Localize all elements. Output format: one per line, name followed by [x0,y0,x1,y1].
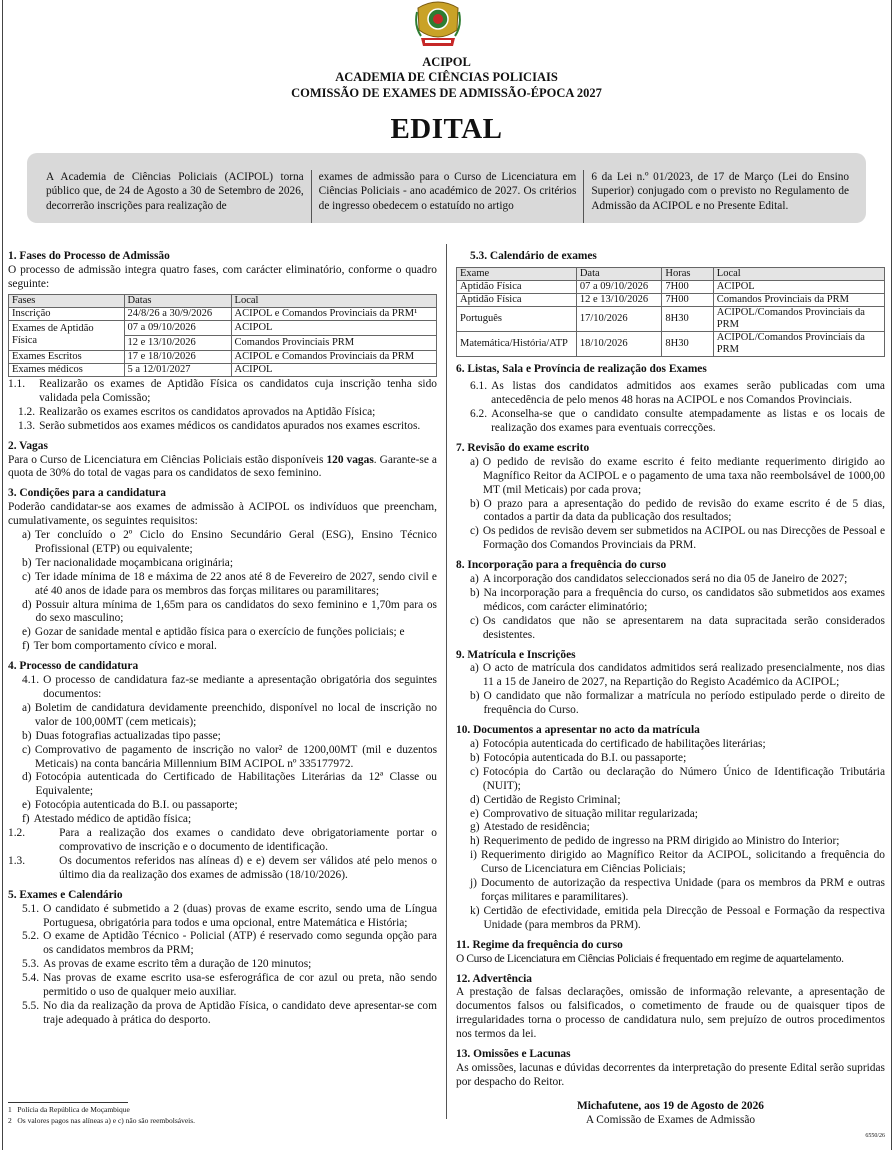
table-cell: Exames Escritos [9,350,125,363]
table-cell: 24/8/26 a 30/9/2026 [124,307,231,320]
list-item: b) Ter nacionalidade moçambicana originária; [22,556,233,569]
section-12-text: A prestação de falsas declarações, omissão de informação relevante, a apresentação de documentos falsos ou falsificados, o cometimento de fraude ou de quaisquer tipos de irregularidades torna o processo de candidatura nulo, sem prejuízo de outros procedimentos nos termos da lei. [456,986,885,1041]
right-border [891,0,892,1150]
list-item: d) Possuir altura mínima de 1,65m para os candidatos do sexo feminino e 1,70m para os do sexo masculino; [22,598,437,625]
footnotes [8,1102,437,1126]
signature-block [456,1100,885,1128]
intro-text-2: exames de admissão para o Curso de Licenciatura em Ciências Policiais - ano académico de 2027. Os critérios de ingresso obedecem o estatuído no artigo [311,170,584,223]
footnote-2: 2 Os valores pagos nas alíneas a) e c) não são reembolsáveis. [8,1115,196,1125]
list-item: 5.5. No dia da realização da prova de Aptidão Física, o candidato deve apresentar-se com traje adequado à prática do desporto. [22,999,437,1026]
list-item: a) O pedido de revisão do exame escrito é feito mediante requerimento dirigido ao Magnífico Reitor da ACIPOL e o pagamento de uma taxa não reembolsável de 1000,00 MT (mil Meticais) por cada prova; [470,455,885,496]
section-8-title: 8. Incorporação para a frequência do curso [456,559,667,572]
table-row: Aptidão Física 07 a 09/10/2026 7H00 ACIPOL [457,280,885,293]
table-header: Datas [124,294,231,307]
section-10-title: 10. Documentos a apresentar no acto da matrícula [456,724,700,737]
table-row [9,307,437,320]
list-item: 1.2. Realizarão os exames escritos os candidatos aprovados na Aptidão Física; [18,405,376,418]
table-cell: 07 a 09/10/2026 [124,320,231,335]
list-item: 5.3. As provas de exame escrito têm a duração de 120 minutos; [22,958,312,971]
list-item: b) Fotocópia autenticada do B.I. ou passaporte; [470,751,687,764]
list-item: a) Boletim de candidatura devidamente preenchido, disponível no local de inscrição no valor de 100,00MT (cem meticais); [22,701,437,728]
table-row [9,350,437,363]
list-item: e) Comprovativo de situação militar regularizada; [470,807,698,820]
sign-place-date: Michafutene, aos 19 de Agosto de 2026 [577,1099,764,1112]
table-row [9,320,437,335]
table-cell: ACIPOL e Comandos Provinciais da PRM¹ [231,307,436,320]
list-item: 4.1. O processo de candidatura faz-se mediante a apresentação obrigatória dos seguintes documentos: [22,674,437,700]
intro-box [27,153,866,223]
list-item: h) Requerimento de pedido de ingresso na PRM dirigido ao Ministro do Interior; [470,835,840,848]
list-item: a) O acto de matrícula dos candidatos admitidos será realizado presencialmente, nos dias 11 a 15 de Janeiro de 2027, na Repartição do Registo Académico da ACIPOL; [470,662,885,689]
list-item: d) Certidão de Registo Criminal; [470,793,621,806]
section-11-title: 11. Regime da frequência do curso [456,938,623,951]
list-item: b) Duas fotografias actualizadas tipo passe; [22,729,221,742]
list-item: k) Certidão de efectividade, emitida pela Direcção de Pessoal e Formação da respectiva Unidade (para membros da PRM). [470,904,885,931]
section-5-title: 5. Exames e Calendário [8,888,123,901]
section-11-text: O Curso de Licenciatura em Ciências Policiais é frequentado em regime de aquartelamento. [456,952,844,965]
table-header: Local [713,267,884,280]
section-12-title: 12. Advertência [456,972,532,985]
table-row [9,363,437,376]
section-7-title: 7. Revisão do exame escrito [456,441,590,454]
page-title: EDITAL [390,113,503,145]
phases-table [8,294,437,377]
table-cell: 5 a 12/01/2027 [124,363,231,376]
table-header: Fases [9,294,125,307]
list-item: a) Fotocópia autenticada do certificado de habilitações literárias; [470,738,766,750]
section-2-title: 2. Vagas [8,439,48,452]
list-item: c) Os pedidos de revisão devem ser submetidos na ACIPOL ou nas Direcções de Pessoal e Formação dos Comandos Provinciais da PRM. [470,525,885,552]
table-header: Local [231,294,436,307]
table-header: Data [576,267,662,280]
list-item: 6.2. Aconselha-se que o candidato consulte atempadamente as listas e os locais de realização dos exames para eventuais correcções. [470,408,885,434]
table-header: Horas [662,267,713,280]
list-item: 1.2. Para a realização dos exames o candidato deve obrigatoriamente portar o comprovativo de inscrição e o documento de identificação. [8,827,437,853]
list-item: j) Documento de autorização da respectiva Unidade (para os membros da PRM e outras forças militares e paramilitares). [470,877,885,903]
list-item: f) Ter bom comportamento cívico e moral. [22,640,217,653]
section-9-title: 9. Matrícula e Inscrições [456,648,576,661]
table-cell: 12 e 13/10/2026 [124,335,231,350]
acipol-emblem-icon [413,0,463,54]
list-item: g) Atestado de residência; [470,821,590,834]
list-item: a) Ter concluído o 2º Ciclo do Ensino Secundário Geral (ESG), Ensino Técnico Profissional (ETP) ou equivalente; [22,529,437,555]
section-6-title: 6. Listas, Sala e Província de realização dos Exames [456,363,707,376]
list-item: e) Fotocópia autenticada do B.I. ou passaporte; [22,799,238,812]
section-1-title: 1. Fases do Processo de Admissão [8,250,170,262]
section-4-title: 4. Processo de candidatura [8,660,139,673]
section-13-text: As omissões, lacunas e dúvidas decorrentes da interpretação do presente Edital serão supridas por despacho do Reitor. [456,1061,885,1088]
intro-text-1: A Academia de Ciências Policiais (ACIPOL) torna público que, de 24 de Agosto a 30 de Setembro de 2026, decorrerão inscrições para realização de [46,171,304,212]
list-item: b) O candidato que não formalizar a matrícula no período estipulado perde o direito de frequência do Curso. [470,690,885,717]
left-column [8,250,437,1028]
intro-text-3: 6 da Lei n.º 01/2023, de 17 de Março (Lei do Ensino Superior) conjugado com o previsto no Regulamento de Admissão da ACIPOL e no Presente Edital. [583,170,856,223]
commission-name: COMISSÃO DE EXAMES DE ADMISSÃO-ÉPOCA 2027 [291,86,602,100]
section-13-title: 13. Omissões e Lacunas [456,1048,571,1061]
table-cell: 17 e 18/10/2026 [124,350,231,363]
list-item: 1.3. Os documentos referidos nas alíneas d) e e) devem ser válidos até pelo menos o último dia da realização dos exames de admissão (18/10/2026). [8,854,437,881]
sign-body: A Comissão de Exames de Admissão [585,1113,756,1126]
list-item: 5.4. Nas provas de exame escrito usa-se esferográfica de cor azul ou preta, não sendo permitido o uso de qualquer meio auxiliar. [22,972,437,999]
list-item: i) Requerimento dirigido ao Magnífico Reitor da ACIPOL, solicitando a frequência do Curso de Licenciatura em Ciências Policiais; [470,849,885,876]
list-item: c) Fotocópia do Cartão ou declaração do Número Único de Identificação Tributária (NUIT); [470,765,885,792]
section-3-text: Poderão candidatar-se aos exames de admissão à ACIPOL os indivíduos que preencham, cumulativamente, os seguintes requisitos: [8,501,437,528]
list-item: c) Ter idade mínima de 18 e máxima de 22 anos até 8 de Fevereiro de 2027, sendo civil e até 40 anos de idade para os membros das forças militares ou paramilitares; [22,570,437,597]
table-row: Aptidão Física 12 e 13/10/2026 7H00 Comandos Provinciais da PRM [457,294,885,307]
list-item: f) Atestado médico de aptidão física; [22,813,192,826]
publication-code: 6550/26 [865,1133,885,1139]
list-item: 1.3. Serão submetidos aos exames médicos os candidatos apurados nos exames escritos. [18,419,421,432]
table-cell: Inscrição [9,307,125,320]
section-5-3-title: 5.3. Calendário de exames [470,250,597,262]
list-item: 5.2. O exame de Aptidão Técnico - Policial (ATP) é reservado como segunda opção para os candidatos membros da PRM; [22,930,437,957]
table-row: Matemática/História/ATP 18/10/2026 8H30 ACIPOL/Comandos Provinciais da PRM [457,332,885,357]
section-2-text: Para o Curso de Licenciatura em Ciências Policiais estão disponíveis 120 vagas. Garante-se a quota de 30% do total de vagas para os candidatos de sexo feminino. [8,453,437,480]
academy-name: ACADEMIA DE CIÊNCIAS POLICIAIS [335,70,558,84]
exam-calendar-table [456,267,885,357]
table-cell: Exames de Aptidão Física [9,320,125,350]
table-cell: Comandos Provinciais PRM [231,335,436,350]
list-item: e) Gozar de sanidade mental e aptidão física para o exercício de funções policiais; e [22,626,405,639]
table-header-row [457,267,885,280]
table-header: Exame [457,267,577,280]
section-3-title: 3. Condições para a candidatura [8,487,166,500]
list-item: d) Fotocópia autenticada do Certificado de Habilitações Literárias da 12ª Classe ou Equivalente; [22,771,437,798]
table-cell: Exames médicos [9,363,125,376]
list-item: c) Os candidatos que não se apresentarem na data supracitada serão considerados desistentes. [470,614,885,641]
table-header-row [9,294,437,307]
table-cell: ACIPOL e Comandos Provinciais da PRM [231,350,436,363]
footnote-1: 1 Polícia da República de Moçambique [8,1105,130,1114]
table-row: Português 17/10/2026 8H30 ACIPOL/Comandos Provinciais da PRM [457,307,885,332]
list-item: 5.1. O candidato é submetido a 2 (duas) provas de exame escrito, sendo uma de Língua Portuguesa, obrigatória para todos e uma opcional, entre Matemática e História; [22,902,437,929]
table-cell: ACIPOL [231,363,436,376]
list-item: a) A incorporação dos candidatos seleccionados será no dia 05 de Janeiro de 2027; [470,573,848,586]
table-cell: ACIPOL [231,320,436,335]
list-item: 6.1. As listas dos candidatos admitidos aos exames serão publicadas com uma antecedência de pelo menos 48 horas na ACIPOL e nos Comandos Provinciais. [470,380,885,407]
section-1-text: O processo de admissão integra quatro fases, com carácter eliminatório, conforme o quadro seguinte: [8,263,437,290]
right-column [456,250,885,1128]
list-item: c) Comprovativo de pagamento de inscrição no valor² de 1200,00MT (mil e duzentos Meticais) na conta bancária Millennium BIM ACIPOL nº 335177972. [22,743,437,770]
org-acronym: ACIPOL [422,55,471,69]
list-item: 1.1. Realizarão os exames de Aptidão Física os candidatos cuja inscrição tenha sido validada pela Comissão; [8,377,437,404]
left-border [2,0,3,1150]
column-divider [446,244,447,1119]
list-item: b) Na incorporação para a frequência do curso, os candidatos são submetidos aos exames médicos, com carácter eliminatório; [470,586,885,613]
list-item: b) O prazo para a apresentação do pedido de revisão do exame escrito é de 5 dias, contados a partir da data da publicação dos resultados; [470,497,885,524]
